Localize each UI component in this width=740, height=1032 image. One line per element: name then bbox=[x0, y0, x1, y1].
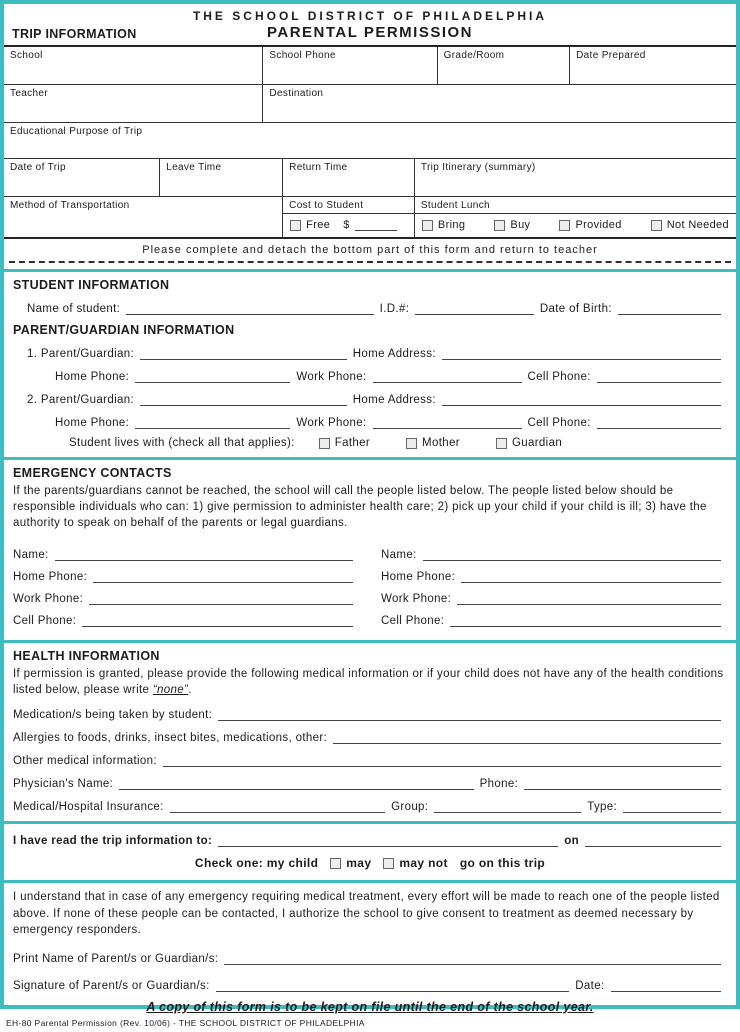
health-information-paragraph bbox=[13, 666, 727, 698]
grade-room-field[interactable]: Grade/Room bbox=[437, 47, 569, 84]
lunch-option-provided bbox=[559, 219, 621, 231]
free-label: Free bbox=[306, 219, 331, 231]
lives-with-father-option bbox=[319, 437, 370, 449]
destination-field[interactable]: Destination bbox=[262, 85, 736, 122]
table-row bbox=[4, 47, 736, 84]
cost-to-student-label: Cost to Student bbox=[283, 197, 414, 214]
not-needed-label: Not Needed bbox=[666, 219, 729, 231]
contact2-home-phone-line[interactable] bbox=[461, 568, 721, 583]
detach-perforation-line bbox=[9, 261, 731, 263]
dollar-sign: $ bbox=[343, 219, 350, 231]
work-phone-label: Work Phone: bbox=[296, 371, 367, 383]
bring-checkbox[interactable] bbox=[422, 220, 433, 231]
parent2-address-line[interactable] bbox=[442, 391, 721, 406]
on-label: on bbox=[564, 835, 579, 848]
home-address-label: Home Address: bbox=[352, 348, 436, 360]
insurance-label: Medical/Hospital Insurance: bbox=[13, 801, 164, 814]
physician-name-label: Physician's Name: bbox=[13, 778, 114, 791]
health-information-section bbox=[4, 649, 736, 813]
provided-checkbox[interactable] bbox=[559, 220, 570, 231]
home-phone-label: Home Phone: bbox=[55, 417, 130, 429]
school-field[interactable]: School bbox=[10, 50, 43, 61]
contact1-work-phone-line[interactable] bbox=[89, 590, 353, 605]
type-label: Type: bbox=[587, 801, 618, 814]
signature-label: Signature of Parent/s or Guardian/s: bbox=[13, 979, 210, 992]
health-paragraph-period: . bbox=[188, 684, 192, 697]
emergency-contact-2 bbox=[381, 539, 727, 634]
not-needed-checkbox[interactable] bbox=[651, 220, 662, 231]
consent-paragraph: I understand that in case of any emergency requiring medical treatment, every effort will be made to reach one of the people listed above. If none of these people can be contacted, I authorize the school to give consent to treatment as deemed necessary by emergency responders. bbox=[13, 891, 720, 936]
emergency-contacts-section bbox=[4, 466, 736, 634]
father-label: Father bbox=[334, 437, 371, 449]
section-divider bbox=[4, 821, 736, 824]
contact-cell-phone-label: Cell Phone: bbox=[13, 615, 77, 628]
lives-with-label: Student lives with (check all that applies): bbox=[69, 437, 295, 449]
check-one-label: Check one: my child bbox=[194, 856, 319, 871]
form-code: EH-80 Parental Permission (Rev. 10/06) - THE SCHOOL DISTRICT OF PHILADELPHIA bbox=[6, 1017, 365, 1028]
physician-phone-label: Phone: bbox=[479, 778, 519, 791]
contact-home-phone-label: Home Phone: bbox=[13, 571, 88, 584]
lives-with-guardian-option bbox=[496, 437, 562, 449]
work-phone-label: Work Phone: bbox=[296, 417, 367, 429]
mother-checkbox[interactable] bbox=[406, 438, 417, 449]
date-of-trip-field[interactable]: Date of Trip bbox=[10, 162, 66, 173]
table-row bbox=[4, 196, 736, 237]
signature-line[interactable] bbox=[216, 977, 570, 992]
other-medical-label: Other medical information: bbox=[13, 755, 157, 768]
contact2-name-line[interactable] bbox=[423, 546, 721, 561]
parent2-cell-phone-line[interactable] bbox=[597, 414, 721, 429]
parent1-name-line[interactable] bbox=[140, 345, 347, 360]
go-on-trip-label: go on this trip bbox=[459, 856, 546, 871]
parent2-label: 2. Parent/Guardian: bbox=[27, 394, 135, 406]
form-header bbox=[4, 4, 736, 45]
buy-checkbox[interactable] bbox=[494, 220, 505, 231]
emergency-contact-1 bbox=[13, 539, 359, 634]
parent2-work-phone-line[interactable] bbox=[373, 414, 522, 429]
date-label: Date: bbox=[575, 979, 605, 992]
section-divider bbox=[4, 880, 736, 883]
emergency-contacts-heading: EMERGENCY CONTACTS bbox=[13, 466, 172, 480]
consent-section bbox=[4, 889, 736, 991]
return-time-field[interactable]: Return Time bbox=[282, 159, 414, 196]
cell-phone-label: Cell Phone: bbox=[527, 417, 591, 429]
lives-with-mother-option bbox=[406, 437, 460, 449]
guardian-checkbox[interactable] bbox=[496, 438, 507, 449]
guardian-label: Guardian bbox=[511, 437, 563, 449]
insurance-line[interactable] bbox=[170, 798, 385, 813]
buy-label: Buy bbox=[510, 219, 531, 231]
contact-work-phone-label: Work Phone: bbox=[13, 593, 84, 606]
read-date-line[interactable] bbox=[585, 832, 721, 847]
table-row bbox=[4, 158, 736, 196]
contact-work-phone-label: Work Phone: bbox=[381, 593, 452, 606]
contact-name-label: Name: bbox=[381, 549, 417, 562]
student-id-line[interactable] bbox=[415, 300, 534, 315]
parent1-home-phone-line[interactable] bbox=[135, 368, 290, 383]
parent1-work-phone-line[interactable] bbox=[373, 368, 522, 383]
table-row bbox=[4, 84, 736, 122]
contact-cell-phone-label: Cell Phone: bbox=[381, 615, 445, 628]
contact-home-phone-label: Home Phone: bbox=[381, 571, 456, 584]
date-prepared-field[interactable]: Date Prepared bbox=[569, 47, 736, 84]
keep-on-file-note: A copy of this form is to be kept on file until the end of the school year. bbox=[146, 999, 594, 1014]
contact1-home-phone-line[interactable] bbox=[93, 568, 353, 583]
contact2-work-phone-line[interactable] bbox=[457, 590, 721, 605]
parent-guardian-heading: PARENT/GUARDIAN INFORMATION bbox=[13, 323, 235, 337]
father-checkbox[interactable] bbox=[319, 438, 330, 449]
parent2-home-phone-line[interactable] bbox=[135, 414, 290, 429]
section-divider bbox=[4, 457, 736, 460]
medication-label: Medication/s being taken by student: bbox=[13, 709, 213, 722]
signature-date-line[interactable] bbox=[611, 977, 721, 992]
district-title: THE SCHOOL DISTRICT OF PHILADELPHIA bbox=[192, 9, 548, 23]
trip-information-table bbox=[4, 45, 736, 239]
check-one-row bbox=[13, 856, 727, 870]
may-not-label: may not bbox=[399, 856, 448, 871]
permission-statement-section bbox=[4, 832, 736, 870]
physician-name-line[interactable] bbox=[119, 775, 473, 790]
health-paragraph-text: If permission is granted, please provide the following medical information or if your child does not have any of the health conditions listed below, please write bbox=[13, 668, 724, 697]
lunch-option-not-needed bbox=[651, 219, 729, 231]
parent1-label: 1. Parent/Guardian: bbox=[27, 348, 135, 360]
group-line[interactable] bbox=[434, 798, 581, 813]
lunch-option-bring bbox=[422, 219, 465, 231]
student-name-line[interactable] bbox=[126, 300, 373, 315]
teacher-field[interactable]: Teacher bbox=[10, 88, 49, 99]
free-checkbox[interactable] bbox=[290, 220, 301, 231]
trip-information-label: TRIP INFORMATION bbox=[12, 27, 137, 41]
print-name-label: Print Name of Parent/s or Guardian/s: bbox=[13, 952, 219, 965]
emergency-contacts-paragraph: If the parents/guardians cannot be reached, the school will call the people listed below. The people listed below should be responsible individuals who can: 1) give permission to administer health care; 2) pick up your child if your child is ill; 3) have the authority to speak on behalf of the parents or legal guardians. bbox=[13, 485, 707, 530]
lunch-option-buy bbox=[494, 219, 530, 231]
form-title: PARENTAL PERMISSION bbox=[266, 24, 474, 41]
parent-guardian-section bbox=[4, 323, 736, 449]
student-lunch-label: Student Lunch bbox=[415, 197, 736, 214]
allergies-line[interactable] bbox=[333, 729, 721, 744]
medication-line[interactable] bbox=[218, 706, 721, 721]
may-option bbox=[330, 856, 371, 870]
table-row bbox=[4, 122, 736, 158]
method-of-transportation-field[interactable]: Method of Transportation bbox=[10, 200, 130, 211]
contact-name-label: Name: bbox=[13, 549, 49, 562]
contact1-name-line[interactable] bbox=[55, 546, 353, 561]
may-not-checkbox[interactable] bbox=[383, 858, 394, 869]
mother-label: Mother bbox=[422, 437, 460, 449]
none-word: “none” bbox=[152, 684, 189, 697]
may-label: may bbox=[346, 856, 372, 871]
provided-label: Provided bbox=[575, 219, 622, 231]
print-name-line[interactable] bbox=[224, 950, 721, 965]
student-information-heading: STUDENT INFORMATION bbox=[13, 278, 170, 292]
cost-amount-line[interactable] bbox=[355, 219, 397, 231]
student-lunch-cell bbox=[414, 197, 736, 237]
parent1-address-line[interactable] bbox=[442, 345, 721, 360]
may-not-option bbox=[383, 856, 447, 870]
parent2-name-line[interactable] bbox=[140, 391, 347, 406]
read-trip-info-line[interactable] bbox=[218, 832, 558, 847]
group-label: Group: bbox=[391, 801, 429, 814]
allergies-label: Allergies to foods, drinks, insect bites, medications, other: bbox=[13, 732, 328, 745]
leave-time-field[interactable]: Leave Time bbox=[159, 159, 282, 196]
home-phone-label: Home Phone: bbox=[55, 371, 130, 383]
date-of-birth-label: Date of Birth: bbox=[539, 303, 612, 315]
trip-itinerary-field[interactable]: Trip Itinerary (summary) bbox=[414, 159, 736, 196]
detach-instruction: Please complete and detach the bottom part of this form and return to teacher bbox=[142, 244, 598, 256]
contact2-cell-phone-line[interactable] bbox=[450, 612, 721, 627]
school-phone-field[interactable]: School Phone bbox=[262, 47, 436, 84]
section-divider bbox=[4, 269, 736, 272]
may-checkbox[interactable] bbox=[330, 858, 341, 869]
date-of-birth-line[interactable] bbox=[618, 300, 721, 315]
cost-to-student-cell bbox=[282, 197, 414, 237]
section-divider bbox=[4, 640, 736, 643]
type-line[interactable] bbox=[623, 798, 721, 813]
home-address-label: Home Address: bbox=[352, 394, 436, 406]
other-medical-line[interactable] bbox=[163, 752, 721, 767]
student-name-label: Name of student: bbox=[27, 303, 121, 315]
student-information-section bbox=[4, 278, 736, 315]
cell-phone-label: Cell Phone: bbox=[527, 371, 591, 383]
physician-phone-line[interactable] bbox=[524, 775, 721, 790]
read-trip-info-label: I have read the trip information to: bbox=[13, 835, 213, 848]
student-id-label: I.D.#: bbox=[379, 303, 410, 315]
parent1-cell-phone-line[interactable] bbox=[597, 368, 721, 383]
contact1-cell-phone-line[interactable] bbox=[82, 612, 353, 627]
educational-purpose-field[interactable]: Educational Purpose of Trip bbox=[10, 126, 143, 137]
bring-label: Bring bbox=[437, 219, 466, 231]
health-information-heading: HEALTH INFORMATION bbox=[13, 649, 160, 664]
